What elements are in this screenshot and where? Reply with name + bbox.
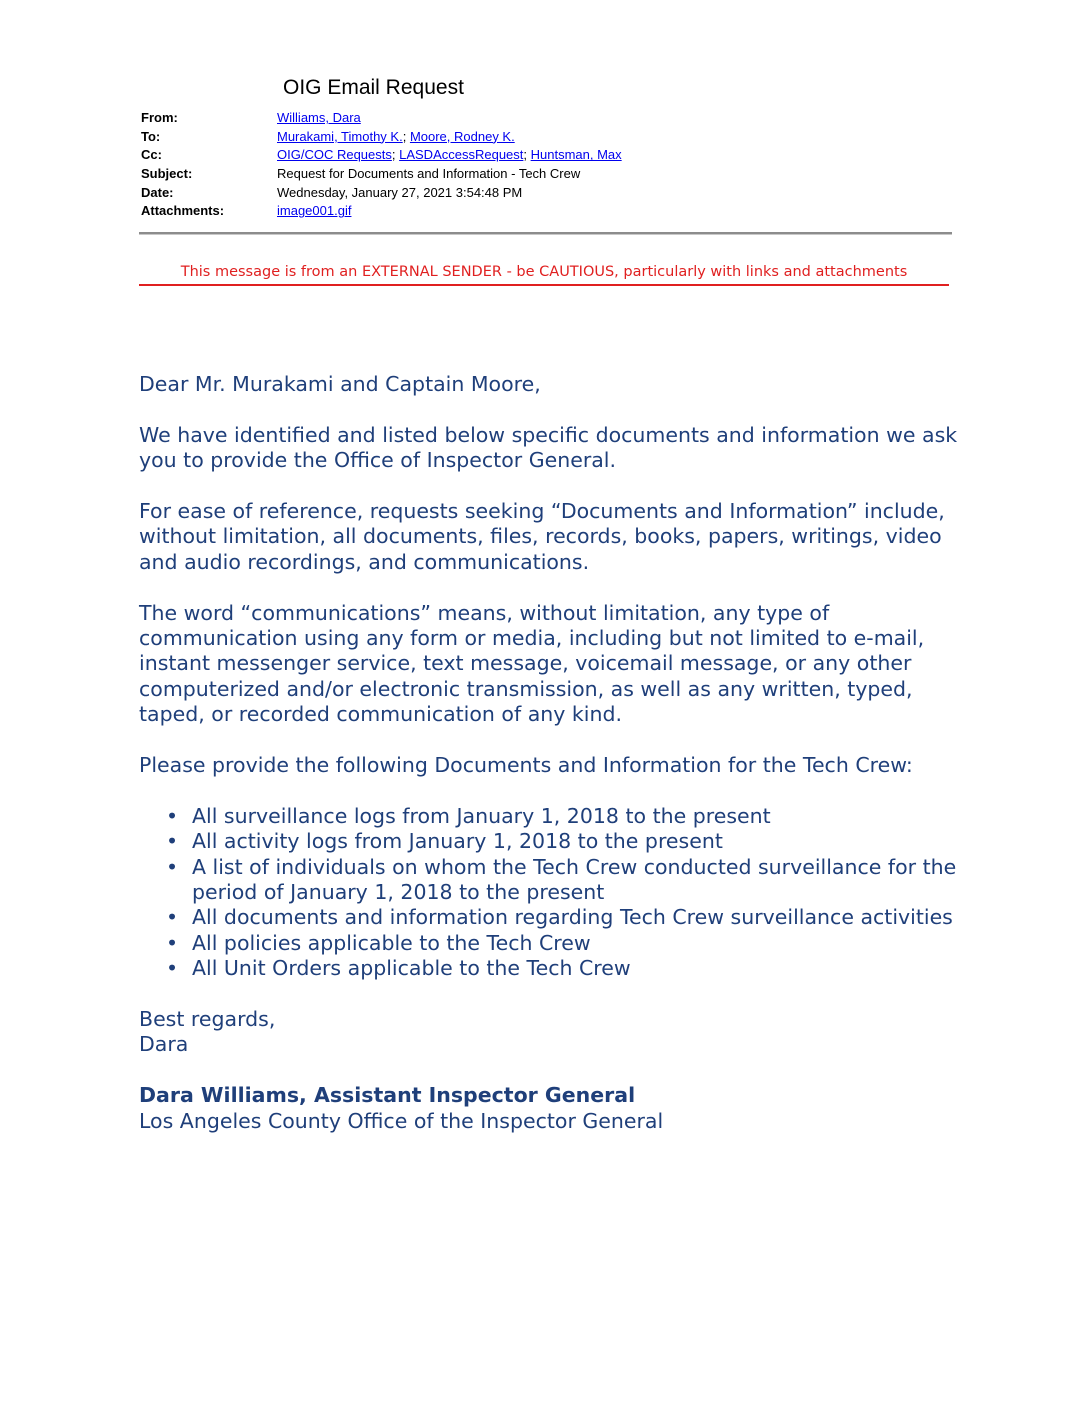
separator: ; (402, 128, 410, 144)
body-paragraph: The word “communications” means, without limitation, any type of communication using any form or media, including but not limited to e-mail, instant messenger service, text message, voicemail message, or any other computerized and/or electronic transmission, as well as any written, typed, taped, or recorded communication of any kind. (139, 600, 925, 727)
header-label: From: (141, 110, 178, 125)
date-value: Wednesday, January 27, 2021 3:54:48 PM (277, 184, 523, 200)
cc-link[interactable]: OIG/COC Requests (277, 147, 392, 163)
signature-name: Dara Williams, Assistant Inspector General (139, 1083, 636, 1108)
external-sender-warning: This message is from an EXTERNAL SENDER - be CAUTIOUS, particularly with links and attachments (180, 264, 908, 280)
header-label: To: (141, 128, 161, 144)
separator: ; (523, 147, 531, 163)
header-subject (141, 165, 622, 184)
request-item: • A list of individuals on whom the Tech Crew conducted surveillance for the period of January 1, 2018 to the present (192, 855, 959, 906)
header-value (277, 202, 351, 221)
greeting: Dear Mr. Murakami and Captain Moore, (139, 372, 541, 396)
request-item: • All surveillance logs from January 1, 2018 to the present (192, 804, 959, 829)
body-paragraph: We have identified and listed below specific documents and information we ask you to provide the Office of Inspector General. (139, 422, 958, 473)
closing-text: Best regards, (139, 1007, 276, 1032)
header-cc (141, 146, 622, 165)
to-link[interactable]: Murakami, Timothy K. (277, 128, 403, 144)
separator: ; (391, 147, 400, 163)
signature-org: Los Angeles County Office of the Inspector General (139, 1108, 664, 1133)
header-value (277, 109, 361, 128)
header-date (141, 184, 622, 203)
header-value (277, 146, 622, 165)
closing-name: Dara (139, 1032, 189, 1057)
header-label: Date: (141, 184, 174, 200)
header-from (141, 109, 622, 128)
request-item: • All documents and information regarding Tech Crew surveillance activities (192, 905, 959, 930)
header-value (277, 128, 515, 147)
subject-value: Request for Documents and Information - Tech Crew (277, 166, 581, 182)
header-label: Cc: (141, 147, 162, 163)
request-item: • All activity logs from January 1, 2018 to the present (192, 829, 959, 854)
email-title: OIG Email Request (283, 76, 464, 99)
header-label: Attachments: (141, 203, 225, 219)
cc-link[interactable]: LASDAccessRequest (399, 147, 524, 163)
cc-link[interactable]: Huntsman, Max (530, 147, 622, 163)
body-paragraph: Please provide the following Documents and Information for the Tech Crew: (139, 753, 913, 778)
email-headers (141, 109, 622, 221)
header-label: Subject: (141, 166, 193, 182)
warning-underline (139, 284, 949, 286)
request-list (139, 804, 959, 982)
header-divider (139, 232, 952, 235)
signature (139, 1083, 959, 1134)
from-link[interactable]: Williams, Dara (277, 110, 361, 125)
attachment-link[interactable]: image001.gif (277, 203, 352, 219)
request-item: • All Unit Orders applicable to the Tech Crew (192, 956, 959, 981)
header-to (141, 128, 622, 147)
request-item: • All policies applicable to the Tech Crew (192, 931, 959, 956)
closing (139, 1007, 959, 1058)
body-paragraph: For ease of reference, requests seeking “Documents and Information” include, without limitation, all documents, files, records, books, papers, writings, video and audio recordings, and communications. (139, 499, 945, 574)
email-body (139, 372, 959, 1134)
header-attachments (141, 202, 622, 221)
to-link[interactable]: Moore, Rodney K. (409, 128, 515, 144)
